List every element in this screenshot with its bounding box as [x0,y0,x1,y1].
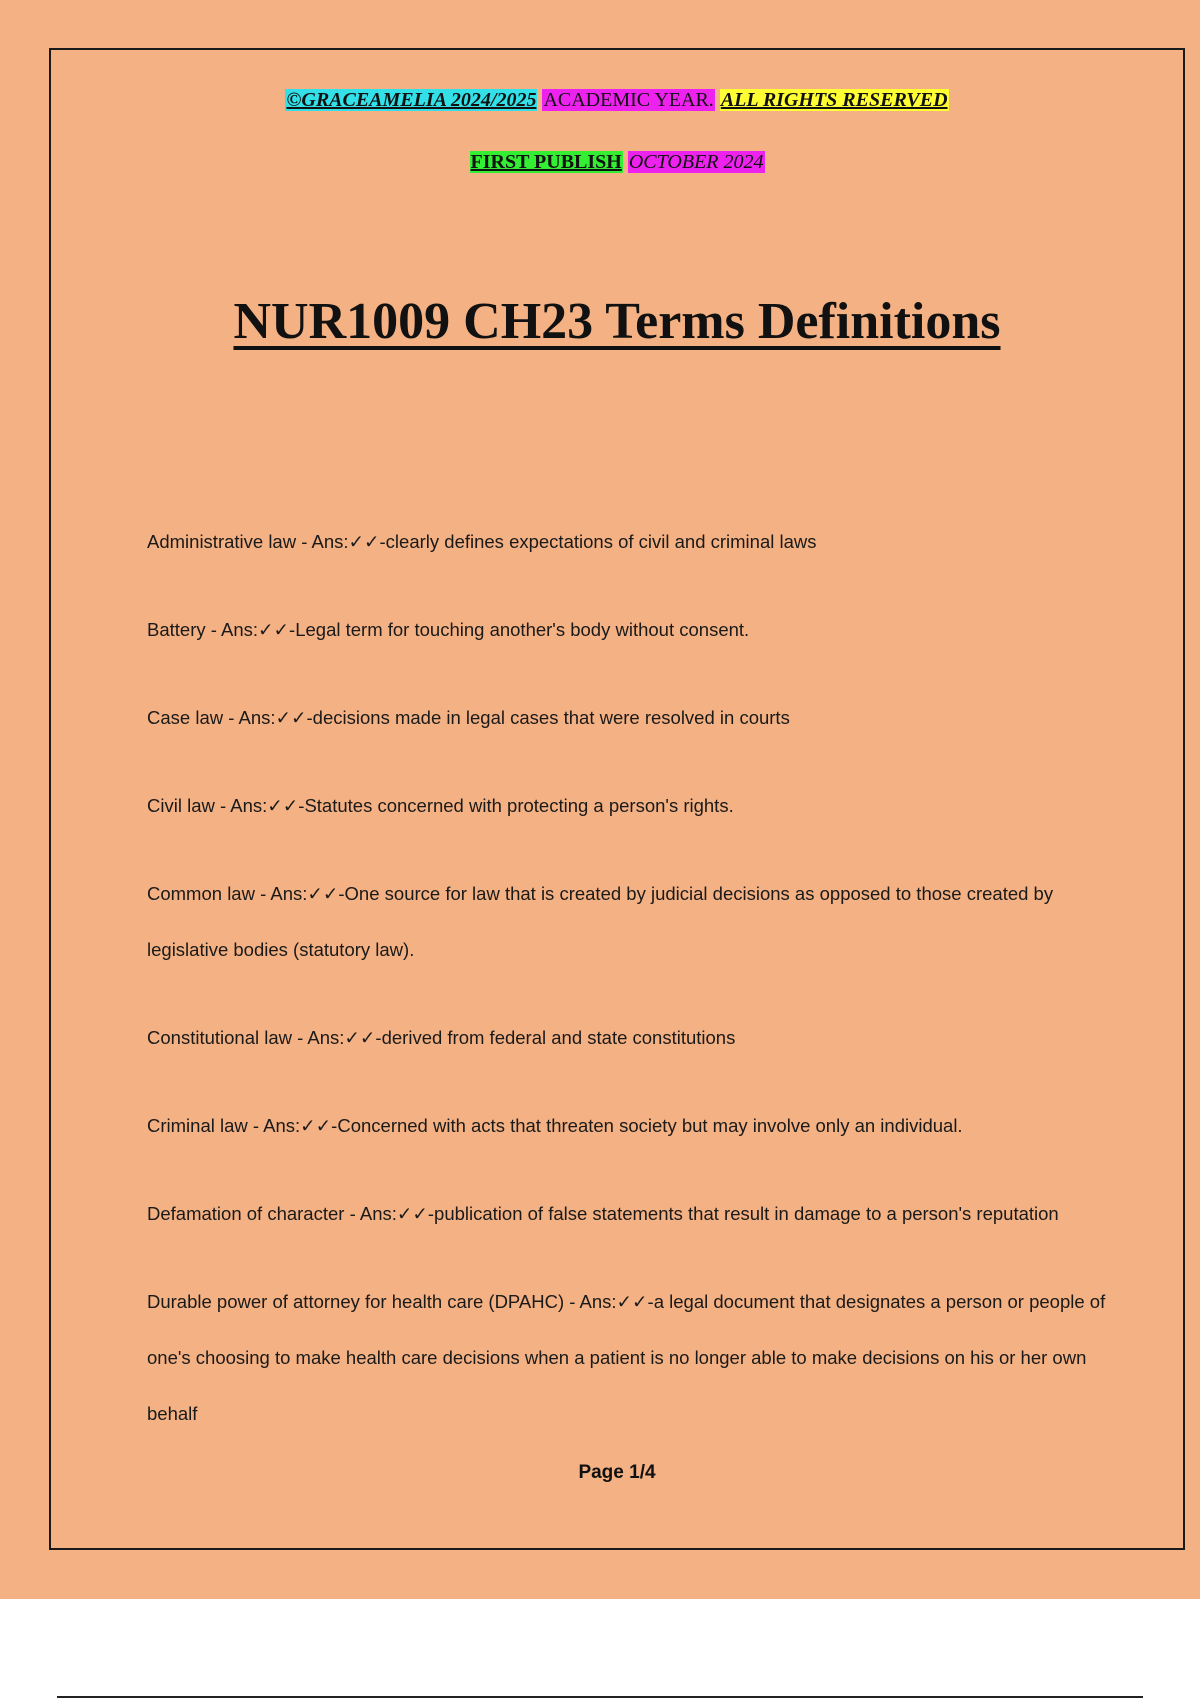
page-number: Page 1/4 [578,1462,656,1483]
page-border-frame [49,48,1185,1550]
document-title [51,290,1183,354]
term-item: Administrative law - Ans:✓✓-clearly defines expectations of civil and criminal laws [147,531,817,552]
term-item: Battery - Ans:✓✓-Legal term for touching another's body without consent. [147,619,750,640]
term-item: Civil law - Ans:✓✓-Statutes concerned with protecting a person's rights. [147,795,734,816]
term-item: Case law - Ans:✓✓-decisions made in legal cases that were resolved in courts [147,707,790,728]
term-item: Criminal law - Ans:✓✓-Concerned with acts that threaten society but may involve only an individual. [147,1115,963,1136]
document-title-text: NUR1009 CH23 Terms Definitions [233,293,1001,350]
term-item: Constitutional law - Ans:✓✓-derived from federal and state constitutions [147,1027,736,1048]
terms-list [147,514,1137,1474]
copyright-line [51,88,1183,112]
rights-reserved-text: ALL RIGHTS RESERVED [720,89,948,111]
term-item: Common law - Ans:✓✓-One source for law that is created by judicial decisions as opposed to those created by legislative bodies (statutory law). [147,883,1054,960]
publish-line [51,150,1183,174]
term-item: Defamation of character - Ans:✓✓-publication of false statements that result in damage to a person's reputation [147,1203,1059,1224]
term-item: Durable power of attorney for health care (DPAHC) - Ans:✓✓-a legal document that designates a person or people of one's choosing to make health care decisions when a patient is no longer able to make decisions on his or her own behalf [147,1291,1106,1424]
publish-date-text: OCTOBER 2024 [628,151,764,173]
copyright-text: ©GRACEAMELIA 2024/2025 [286,89,537,111]
academic-year-text: ACADEMIC YEAR. [543,89,714,111]
next-page-divider [57,1696,1143,1698]
first-publish-text: FIRST PUBLISH [470,151,622,173]
